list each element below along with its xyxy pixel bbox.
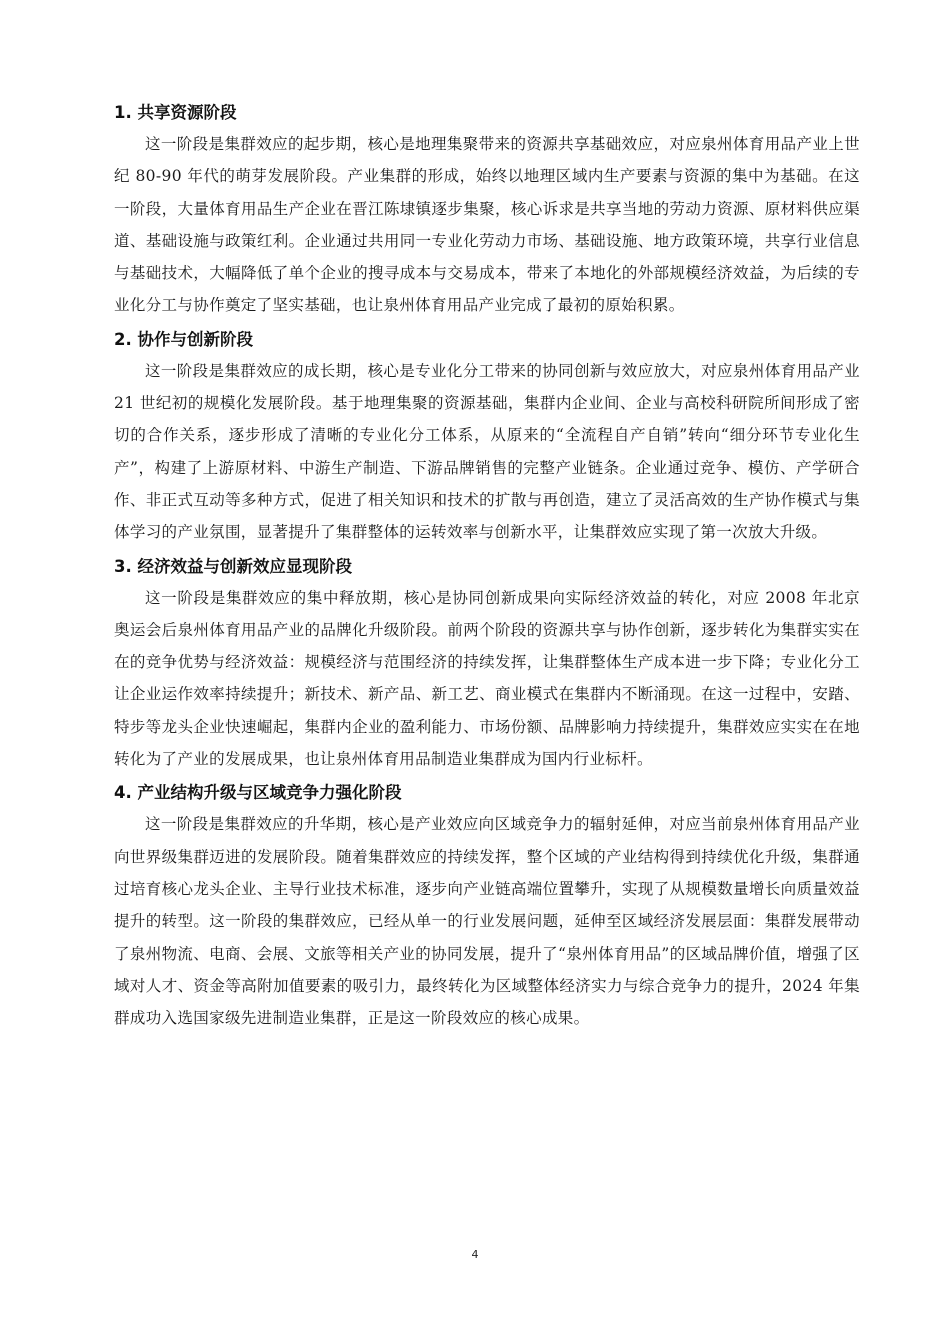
section-paragraph-1: 这一阶段是集群效应的起步期，核心是地理集聚带来的资源共享基础效应，对应泉州体育用品产业上世纪 80-90 年代的萌芽发展阶段。产业集群的形成，始终以地理区域内生产要素与资源的集中为基础。在这一阶段，大量体育用品生产企业在晋江陈埭镇逐步集聚，核心诉求是共享当地的劳动力资源、原材料供应渠道、基础设施与政策红利。企业通过共用同一专业化劳动力市场、基础设施、地方政策环境，共享行业信息与基础技术，大幅降低了单个企业的搜寻成本与交易成本，带来了本地化的外部规模经济效益，为后续的专业化分工与协作奠定了坚实基础，也让泉州体育用品产业完成了最初的原始积累。 bbox=[114, 135, 860, 315]
section-paragraph-2: 这一阶段是集群效应的成长期，核心是专业化分工带来的协同创新与效应放大，对应泉州体育用品产业 21 世纪初的规模化发展阶段。基于地理集聚的资源基础，集群内企业间、企业与高校科研院所间形成了密切的合作关系，逐步形成了清晰的专业化分工体系，从原来的“全流程自产自销”转向“细分环节专业化生产”，构建了上游原材料、中游生产制造、下游品牌销售的完整产业链条。企业通过竞争、模仿、产学研合作、非正式互动等多种方式，促进了相关知识和技术的扩散与再创造，建立了灵活高效的生产协作模式与集体学习的产业氛围，显著提升了集群整体的运转效率与创新水平，让集群效应实现了第一次放大升级。 bbox=[114, 361, 860, 542]
section-heading-4: 4. 产业结构升级与区域竞争力强化阶段 bbox=[114, 783, 402, 803]
page-number: 4 bbox=[471, 1248, 479, 1261]
section-paragraph-4: 这一阶段是集群效应的升华期，核心是产业效应向区域竞争力的辐射延伸，对应当前泉州体育用品产业向世界级集群迈进的发展阶段。随着集群效应的持续发挥，整个区域的产业结构得到持续优化升级，集群通过培育核心龙头企业、主导行业技术标准，逐步向产业链高端位置攀升，实现了从规模数量增长向质量效益提升的转型。这一阶段的集群效应，已经从单一的行业发展问题，延伸至区域经济发展层面：集群发展带动了泉州物流、电商、会展、文旅等相关产业的协同发展，提升了“泉州体育用品”的区域品牌价值，增强了区域对人才、资金等高附加值要素的吸引力，最终转化为区域整体经济实力与综合竞争力的提升，2024 年集群成功入选国家级先进制造业集群，正是这一阶段效应的核心成果。 bbox=[114, 815, 860, 1028]
section-heading-1: 1. 共享资源阶段 bbox=[114, 103, 237, 122]
document-body bbox=[114, 97, 860, 1036]
section-heading-2: 2. 协作与创新阶段 bbox=[114, 329, 253, 349]
section-paragraph-3: 这一阶段是集群效应的集中释放期，核心是协同创新成果向实际经济效益的转化，对应 2008 年北京奥运会后泉州体育用品产业的品牌化升级阶段。前两个阶段的资源共享与协作创新，逐步转化为集群实实在在的竞争优势与经济效益：规模经济与范围经济的持续发挥，让集群整体生产成本进一步下降；专业化分工让企业运作效率持续提升；新技术、新产品、新工艺、商业模式在集群内不断涌现。在这一过程中，安踏、特步等龙头企业快速崛起，集群内企业的盈利能力、市场份额、品牌影响力持续提升，集群效应实实在在地转化为了产业的发展成果，也让泉州体育用品制造业集群成为国内行业标杆。 bbox=[114, 588, 860, 769]
section-heading-3: 3. 经济效益与创新效应显现阶段 bbox=[114, 556, 352, 576]
